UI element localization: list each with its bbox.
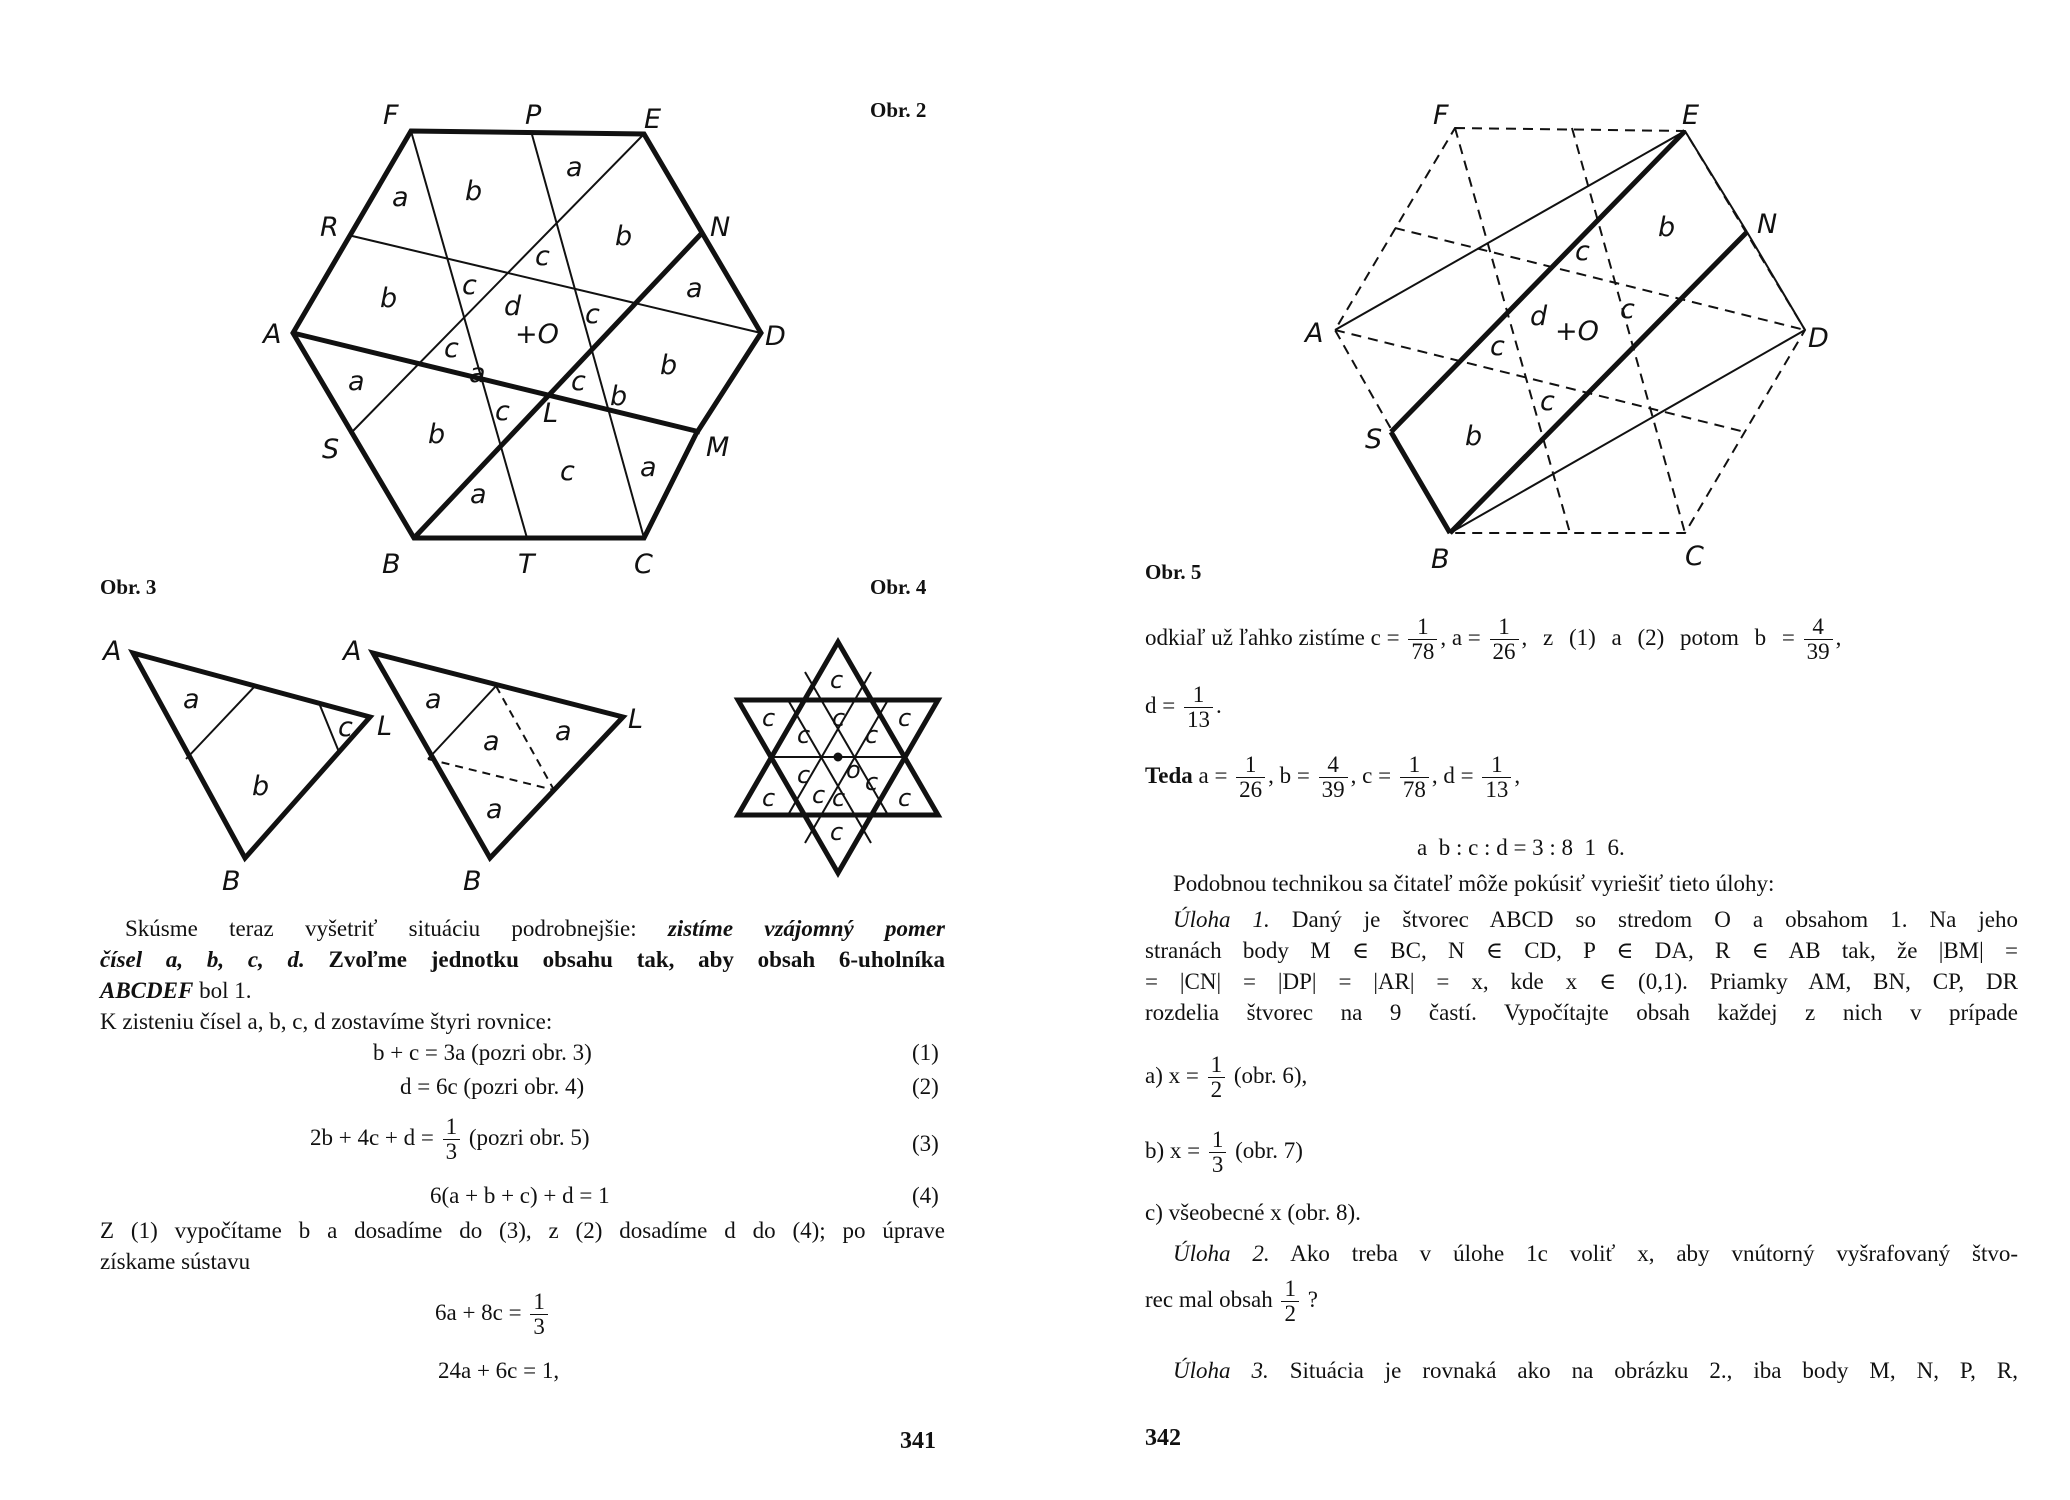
fig3-region-c: c: [338, 712, 353, 743]
para3-line: Z (1) vypočítame b a dosadíme do (3), z (2) dosadíme d do (4); po úprave: [100, 1218, 945, 1243]
fig2-region-label: b: [615, 221, 633, 252]
frac-numerator: 1: [530, 1290, 548, 1315]
fig4-region-c: c: [898, 704, 912, 732]
fig2-vertex-C: C: [634, 549, 653, 580]
fig5-vertex-F: F: [1433, 100, 1449, 131]
intro-text: Podobnou technikou sa čitateľ môže pokúsiť vyriešiť tieto úlohy:: [1173, 871, 1775, 896]
fig2-region-label: b: [660, 350, 678, 381]
task1-text: Daný je štvorec ABCD so stredom O a obsahom 1. Na jeho: [1291, 907, 2019, 932]
solution-text: d =: [1145, 692, 1176, 718]
fig5-vertex-E: E: [1682, 100, 1700, 131]
figure-5-hexagon: [1035, 0, 2070, 600]
fig2-region-label: a: [566, 152, 583, 183]
teda-text: a =: [1198, 762, 1228, 788]
edge-N-D: [1747, 232, 1805, 330]
frac-denominator: 3: [1211, 1152, 1224, 1178]
a-fraction: [1236, 753, 1265, 802]
fig2-region-label: c: [495, 396, 510, 427]
task2-line2: [1145, 1277, 1318, 1326]
page-342: [1035, 0, 2070, 1500]
solution-text: , a =: [1440, 624, 1481, 650]
frac-denominator: 39: [1321, 777, 1345, 803]
fig4-region-c: c: [832, 784, 846, 812]
task3-para: [1145, 1355, 2018, 1386]
fig4-region-o: o: [846, 756, 861, 784]
fig2-region-label: c: [571, 366, 586, 397]
line-B-N: [1450, 232, 1747, 533]
fig4-region-c: c: [762, 784, 776, 812]
task1-text: rozdelia štvorec na 9 častí. Vypočítajte obsah každej z nich v prípade: [1145, 1000, 2018, 1025]
frac-denominator: 26: [1492, 639, 1516, 665]
fig2-vertex-T: T: [518, 549, 535, 580]
fig2-vertex-R: R: [320, 212, 339, 243]
fig3b-vertex-A: A: [343, 636, 362, 667]
fig2-vertex-B: B: [382, 549, 401, 580]
para1-text: bol 1.: [199, 978, 252, 1003]
frac-denominator: 13: [1485, 777, 1509, 803]
task2-text: Ako treba v úlohe 1c voliť x, aby vnútorný vyšrafovaný štvo-: [1290, 1241, 2019, 1266]
c-fraction: [1400, 753, 1429, 802]
fig4-region-c: c: [812, 781, 826, 809]
solution-line-2: d = $\frac{1}{13}$ .: [1145, 682, 1222, 733]
fig5-vertex-B: B: [1431, 544, 1450, 575]
dashed-line: [1395, 228, 1805, 330]
fig5-region-label: +O: [1555, 316, 1599, 347]
solution-text: odkiaľ už ľahko zistíme c =: [1145, 624, 1400, 650]
equation-3-fraction: [443, 1115, 461, 1164]
task2-text: rec mal obsah: [1145, 1286, 1273, 1312]
frac-denominator: 26: [1239, 777, 1263, 803]
fig3-t2-divider-dash-1: [496, 686, 554, 790]
system-eq1-fraction: [530, 1290, 548, 1339]
equation-3-number: (3): [912, 1131, 939, 1156]
frac-numerator: 1: [1490, 615, 1519, 640]
fig3b-region-a: a: [483, 726, 500, 757]
fig4-region-c: c: [762, 704, 776, 732]
line-B-N: [414, 234, 701, 538]
frac-denominator: 2: [1210, 1077, 1223, 1103]
fig2-region-label: a: [348, 366, 365, 397]
frac-denominator: 13: [1186, 707, 1210, 733]
fig2-region-label: c: [535, 241, 550, 272]
frac-denominator: 78: [1402, 777, 1426, 803]
fig2-vertex-M: M: [706, 432, 730, 463]
fig2-vertex-E: E: [644, 104, 662, 135]
para1-text: Skúsme teraz vyšetriť situáciu podrobnejšie:: [125, 916, 637, 941]
fig2-region-label: c: [444, 333, 459, 364]
fig5-region-label: c: [1620, 294, 1635, 325]
fig3b-region-a: a: [486, 794, 503, 825]
frac-numerator: 1: [1482, 753, 1511, 778]
para-3: [100, 1215, 945, 1277]
task2-para: [1145, 1238, 2018, 1269]
frac-numerator: 1: [443, 1115, 461, 1140]
fig2-vertex-P: P: [525, 100, 542, 131]
b-fraction: [1804, 615, 1833, 664]
page-number: 342: [1145, 1425, 1181, 1451]
para3-line: získame sústavu: [100, 1249, 251, 1274]
task2-label: Úloha 2.: [1173, 1241, 1270, 1266]
fig2-region-label: c: [585, 299, 600, 330]
fig3b-region-a: a: [555, 716, 572, 747]
fig5-caption: Obr. 5: [1145, 560, 1202, 584]
fig5-region-label: b: [1658, 212, 1676, 243]
teda-text: , b =: [1268, 762, 1310, 788]
frac-numerator: 1: [1236, 753, 1265, 778]
b-fraction: [1319, 753, 1348, 802]
fig2-region-label: b: [380, 283, 398, 314]
fig2-region-label: a: [686, 273, 703, 304]
para1-italic: ABCDEF: [100, 978, 194, 1003]
fig5-region-label: c: [1490, 331, 1505, 362]
equation-4-number: (4): [912, 1183, 939, 1208]
para-1: [100, 913, 945, 1037]
ratio-line: a b : c : d = 3 : 8 1 6.: [1417, 835, 1625, 860]
frac-numerator: 1: [1184, 683, 1213, 708]
equation-1-number: (1): [912, 1040, 939, 1065]
fig2-region-label: c: [462, 270, 477, 301]
fig3b-region-a: a: [425, 684, 442, 715]
fig5-vertex-N: N: [1757, 209, 1778, 240]
fig2-point-L: L: [543, 398, 559, 429]
fig5-vertex-S: S: [1365, 424, 1383, 455]
option-b-fraction: [1209, 1128, 1227, 1177]
option-a-text: a) x =: [1145, 1062, 1199, 1088]
fig5-region-label: c: [1575, 236, 1590, 267]
equation-3: [310, 1115, 590, 1164]
c-fraction: [1408, 615, 1437, 664]
para1-italic: zistíme vzájomný pomer: [667, 916, 945, 941]
fig4-region-c: c: [830, 818, 844, 846]
teda-line: Teda a = $\frac{1}{26}$ , b = $\frac{4}{39}$ , c = $\frac{1}{78}$ , d = $\frac{1}{13}$ ,: [1145, 752, 1521, 803]
fig3-vertex-B: B: [222, 866, 241, 897]
equation-2: d = 6c (pozri obr. 4): [400, 1074, 585, 1099]
fig4-region-c: c: [797, 761, 811, 789]
task3-text: Situácia je rovnaká ako na obrázku 2., iba body M, N, P, R,: [1289, 1358, 2019, 1383]
solution-text: , z (1) a (2) potom b =: [1521, 624, 1795, 650]
frac-denominator: 2: [1284, 1301, 1296, 1327]
option-b-text: b) x =: [1145, 1137, 1201, 1163]
fig3b-vertex-L: L: [628, 704, 644, 735]
para1-italic: čísel a, b, c, d.: [100, 947, 305, 972]
fig2-vertex-A: A: [263, 319, 282, 350]
option-b-ref: (obr. 7): [1235, 1137, 1303, 1163]
fig3-region-a: a: [183, 684, 200, 715]
fig2-vertex-S: S: [322, 434, 340, 465]
fig2-region-label: b: [465, 176, 483, 207]
fig4-region-c: c: [898, 784, 912, 812]
fig2-vertex-D: D: [765, 321, 786, 352]
task3-label: Úloha 3.: [1173, 1358, 1269, 1383]
para-2: K zisteniu čísel a, b, c, d zostavíme štyri rovnice:: [100, 1009, 553, 1034]
edge-E-N: [1685, 131, 1747, 232]
frac-denominator: 78: [1411, 639, 1435, 665]
system-eq1-lhs: 6a + 8c =: [435, 1299, 522, 1325]
frac-numerator: 1: [1208, 1053, 1226, 1078]
fig5-region-label: c: [1540, 386, 1555, 417]
frac-numerator: 4: [1319, 753, 1348, 778]
fig2-region-label: a: [469, 358, 486, 389]
equation-4: 6(a + b + c) + d = 1: [430, 1183, 610, 1208]
fig3-vertex-L: L: [377, 711, 393, 742]
para1-text: Zvoľme jednotku obsahu tak, aby obsah 6-uholníka: [328, 947, 946, 972]
teda-label: Teda: [1145, 762, 1193, 788]
fig3-region-b: b: [252, 771, 270, 802]
frac-numerator: 1: [1400, 753, 1429, 778]
page-number: 341: [900, 1428, 936, 1454]
fig5-region-label: d: [1530, 301, 1548, 332]
frac-numerator: 1: [1281, 1277, 1299, 1302]
fig3-triangle-1: [133, 653, 370, 858]
d-fraction: [1482, 753, 1511, 802]
option-a-fraction: [1208, 1053, 1226, 1102]
frac-numerator: 1: [1209, 1128, 1227, 1153]
task1-label: Úloha 1.: [1173, 907, 1270, 932]
fig4-region-c: c: [865, 768, 879, 796]
equation-3-lhs: 2b + 4c + d =: [310, 1124, 434, 1150]
fig5-vertex-C: C: [1685, 541, 1704, 572]
edge-S-B: [1391, 432, 1450, 533]
option-a-ref: (obr. 6),: [1233, 1062, 1308, 1088]
frac-denominator: 3: [533, 1314, 545, 1340]
fig2-region-label: d: [504, 291, 522, 322]
frac-numerator: 1: [1408, 615, 1437, 640]
d-fraction: [1184, 683, 1213, 732]
frac-denominator: 3: [445, 1139, 458, 1165]
fig5-region-label: b: [1465, 421, 1483, 452]
fig2-vertex-N: N: [710, 212, 731, 243]
task1-text: stranách body M ∈ BC, N ∈ CD, P ∈ DA, R ∈ AB tak, že |BM| =: [1145, 938, 2018, 963]
frac-numerator: 4: [1804, 615, 1833, 640]
solution-line-1: odkiaľ už ľahko zistíme c = $\frac{1}{78}$ , a = $\frac{1}{26}$ , z (1) a (2) potom b = $\frac{4}{39}$ ,: [1145, 614, 1842, 665]
a-fraction: [1490, 615, 1519, 664]
teda-text: , c =: [1350, 762, 1392, 788]
fig2-region-label: c: [560, 456, 575, 487]
fig2-vertex-F: F: [383, 100, 399, 131]
intro-para: [1145, 868, 2018, 1028]
fig4-region-c: c: [832, 704, 846, 732]
option-c: c) všeobecné x (obr. 8).: [1145, 1200, 1361, 1225]
fig2-region-label: b: [428, 419, 446, 450]
task2-text: ?: [1307, 1286, 1318, 1312]
fig5-vertex-D: D: [1808, 323, 1829, 354]
fig2-region-label: a: [640, 452, 657, 483]
fig2-caption: Obr. 2: [870, 98, 927, 122]
equation-2-number: (2): [912, 1074, 939, 1099]
option-b: [1145, 1128, 1303, 1177]
fig2-region-label: +O: [515, 319, 559, 350]
fig3-caption: Obr. 3: [100, 575, 157, 599]
task2-fraction: [1281, 1277, 1299, 1326]
fig2-region-label: a: [392, 182, 409, 213]
equation-3-ref: (pozri obr. 5): [468, 1124, 590, 1150]
frac-denominator: 39: [1806, 639, 1830, 665]
option-a: [1145, 1053, 1307, 1102]
figure-2-hexagon: [0, 0, 1035, 600]
task1-text: = |CN| = |DP| = |AR| = x, kde x ∈ (0,1). Priamky AM, BN, CP, DR: [1145, 969, 2018, 994]
fig4-region-c: c: [830, 666, 844, 694]
fig5-vertex-A: A: [1305, 318, 1324, 349]
figure-3-and-4: [0, 600, 1035, 900]
fig2-region-label: a: [470, 479, 487, 510]
equation-1: b + c = 3a (pozri obr. 3): [373, 1040, 592, 1065]
fig4-center-dot: [834, 753, 842, 761]
fig3-vertex-A: A: [103, 636, 122, 667]
system-equation-1: [435, 1290, 551, 1339]
fig4-region-c: c: [865, 721, 879, 749]
fig4-caption: Obr. 4: [870, 575, 927, 599]
line-S-E: [1391, 131, 1685, 432]
fig2-region-label: b: [610, 381, 628, 412]
fig4-region-c: c: [797, 721, 811, 749]
fig3b-vertex-B: B: [463, 866, 482, 897]
teda-text: , d =: [1431, 762, 1474, 788]
system-equation-2: 24a + 6c = 1,: [438, 1358, 560, 1383]
